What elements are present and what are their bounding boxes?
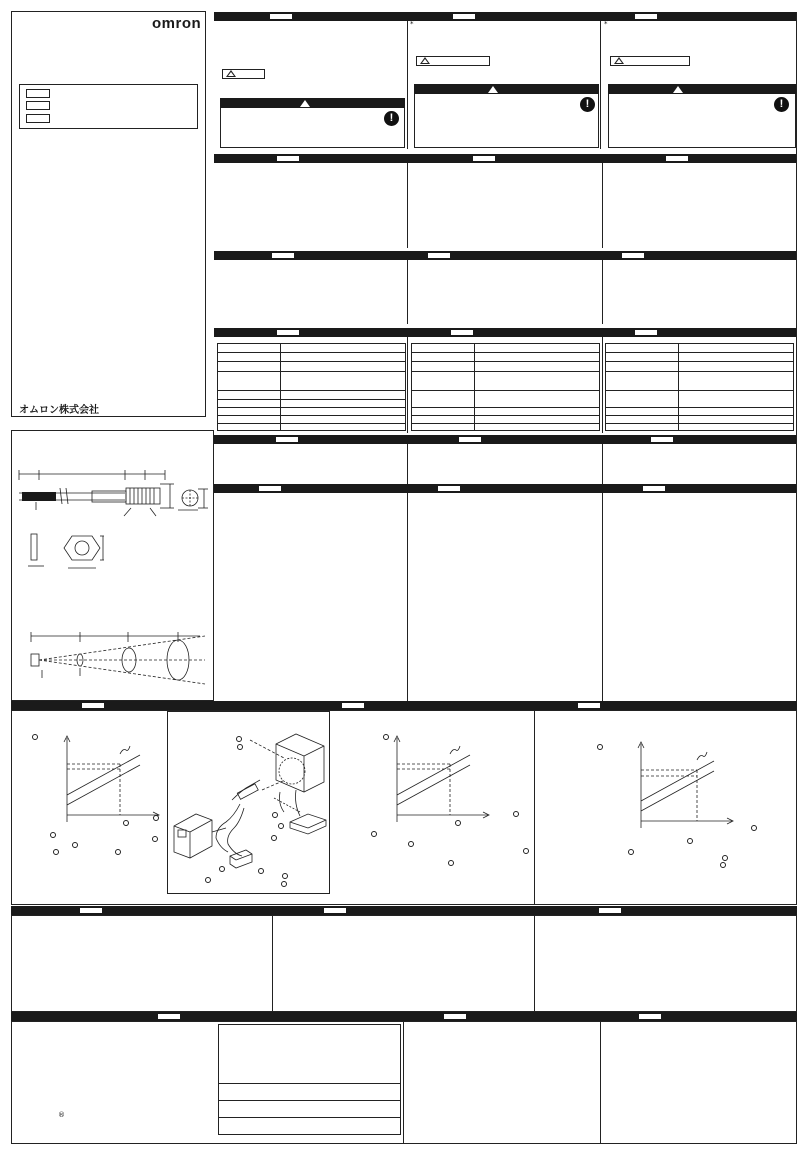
small-circle-marker-icon [237,744,243,750]
small-circle-marker-icon [523,848,529,854]
small-circle-marker-icon [371,831,377,837]
registered-mark: ® [58,1111,65,1119]
section-header-tab [638,1013,662,1020]
company-name: オムロン株式会社 [19,405,99,416]
contact-divider [219,1100,400,1101]
contact-info-box [218,1024,401,1135]
section-header-bar [11,1012,797,1021]
column-divider [600,1021,601,1144]
small-circle-marker-icon [258,868,264,874]
small-circle-marker-icon [281,881,287,887]
exclamation-circle-icon: ! [774,97,789,112]
small-circle-marker-icon [597,744,603,750]
column-divider [272,915,273,1012]
small-circle-marker-icon [219,866,225,872]
small-circle-marker-icon [153,815,159,821]
omron-logo: omron [152,15,202,32]
small-circle-marker-icon [50,832,56,838]
section-header-tab [157,1013,181,1020]
small-circle-marker-icon [278,823,284,829]
small-circle-marker-icon [408,841,414,847]
small-circle-marker-icon [152,836,158,842]
bottom-row-frame [11,1021,797,1144]
section-header-tab [79,907,103,914]
note-asterisk: * [604,20,608,28]
note-asterisk: * [410,20,414,28]
section-header-tab [323,907,347,914]
small-circle-marker-icon [272,812,278,818]
small-circle-marker-icon [513,811,519,817]
small-circle-marker-icon [123,820,129,826]
lower-row-frame [11,915,797,1012]
exclamation-circle-icon: ! [580,97,595,112]
small-circle-marker-icon [282,873,288,879]
small-circle-marker-icon [687,838,693,844]
small-circle-marker-icon [722,855,728,861]
small-circle-marker-icon [383,734,389,740]
small-circle-marker-icon [72,842,78,848]
contact-divider [219,1117,400,1118]
small-circle-marker-icon [236,736,242,742]
small-circle-marker-icon [205,877,211,883]
contact-divider [219,1083,400,1084]
small-circle-marker-icon [751,825,757,831]
small-circle-marker-icon [271,835,277,841]
small-circle-marker-icon [628,849,634,855]
exclamation-circle-icon: ! [384,111,399,126]
small-circle-marker-icon [53,849,59,855]
small-circle-marker-icon [32,734,38,740]
section-header-bar [11,906,797,915]
section-header-tab [598,907,622,914]
small-circle-marker-icon [115,849,121,855]
section-header-tab [443,1013,467,1020]
small-circle-marker-icon [448,860,454,866]
small-circle-marker-icon [455,820,461,826]
small-circle-marker-icon [720,862,726,868]
column-divider [534,915,535,1012]
column-divider [403,1021,404,1144]
